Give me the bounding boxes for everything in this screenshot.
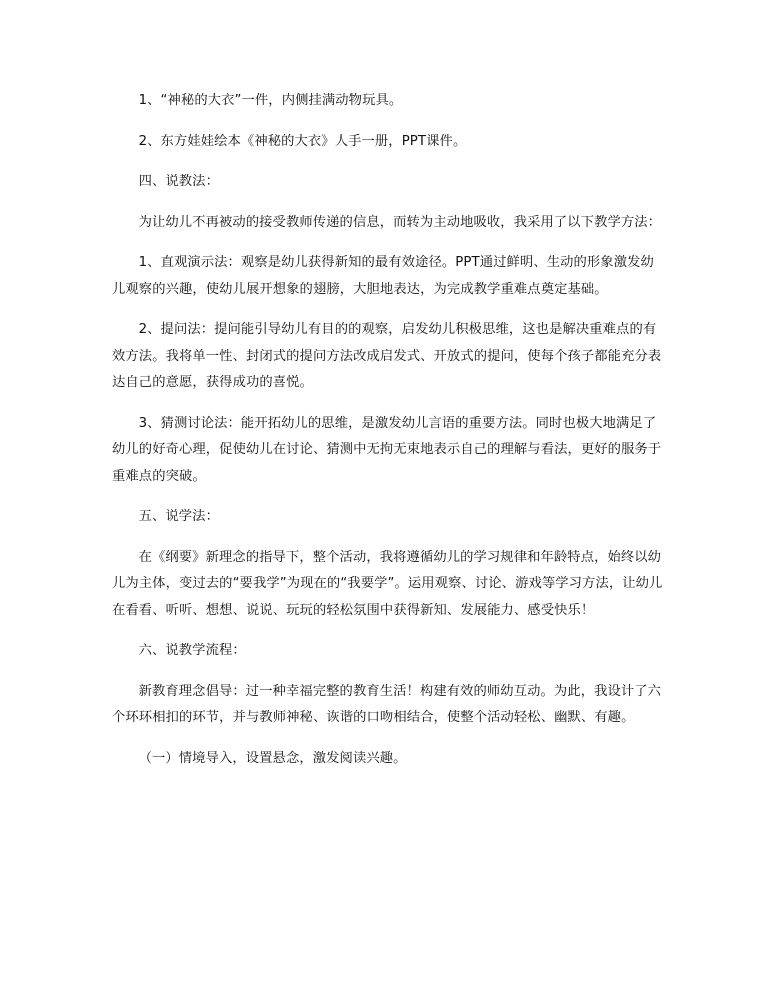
paragraph-gap [112,490,664,504]
paragraph-gap [112,531,664,545]
paragraph-gap [112,303,664,317]
subsection-heading-situational-intro: （一）情境导入，设置悬念，激发阅读兴趣。 [138,750,407,766]
section-heading-teaching-process: 六、说教学流程： [138,643,246,658]
paragraph-gap [112,732,664,746]
paragraph-gap [112,155,664,169]
paragraph-gap [112,236,664,250]
document-body [112,88,664,772]
list-item-method-questioning: 2、提问法：提问能引导幼儿有目的的观察，启发幼儿积极思维，这也是解决重难点的有效方法。我将单一性、封闭式的提问方法改成启发式、开放式的提问，使每个孩子都能充分表达自己的意愿，获得成功的喜悦。 [112,322,662,390]
paragraph-teaching-methods-intro: 为让幼儿不再被动的接受教师传递的信息，而转为主动地吸收，我采用了以下教学方法： [138,214,662,230]
paragraph-gap [112,115,664,129]
section-heading-learning-methods: 五、说学法： [138,509,219,524]
section-heading-teaching-methods: 四、说教法： [138,174,219,189]
list-item-materials-1: 1、“神秘的大衣”一件，内侧挂满动物玩具。 [138,93,403,108]
list-item-method-demonstration: 1、直观演示法：观察是幼儿获得新知的最有效途径。PPT通过鲜明、生动的形象激发幼儿观察的兴趣，使幼儿展开想象的翅膀，大胆地表达，为完成教学重难点奠定基础。 [112,255,654,297]
paragraph-gap [112,665,664,679]
paragraph-gap [112,196,664,210]
list-item-materials-2: 2、东方娃娃绘本《神秘的大衣》人手一册，PPT课件。 [138,133,467,149]
paragraph-gap [112,624,664,638]
paragraph-learning-methods: 在《纲要》新理念的指导下，整个活动，我将遵循幼儿的学习规律和年龄特点，始终以幼儿为主体，变过去的“要我学”为现在的“我要学”。运用观察、讨论、游戏等学习方法，让幼儿在看看、听听、想想、说说、玩玩的轻松氛围中获得新知、发展能力、感受快乐！ [112,549,663,618]
paragraph-teaching-process-intro: 新教育理念倡导：过一种幸福完整的教育生活！构建有效的师幼互动。为此，我设计了六个环环相扣的环节，并与教师神秘、诙谐的口吻相结合，使整个活动轻松、幽默、有趣。 [112,683,662,725]
list-item-method-discussion: 3、猜测讨论法：能开拓幼儿的思维，是激发幼儿言语的重要方法。同时也极大地满足了幼儿的好奇心理，促使幼儿在讨论、猜测中无拘无束地表示自己的理解与看法，更好的服务于重难点的突破。 [112,415,662,484]
paragraph-gap [112,397,664,411]
